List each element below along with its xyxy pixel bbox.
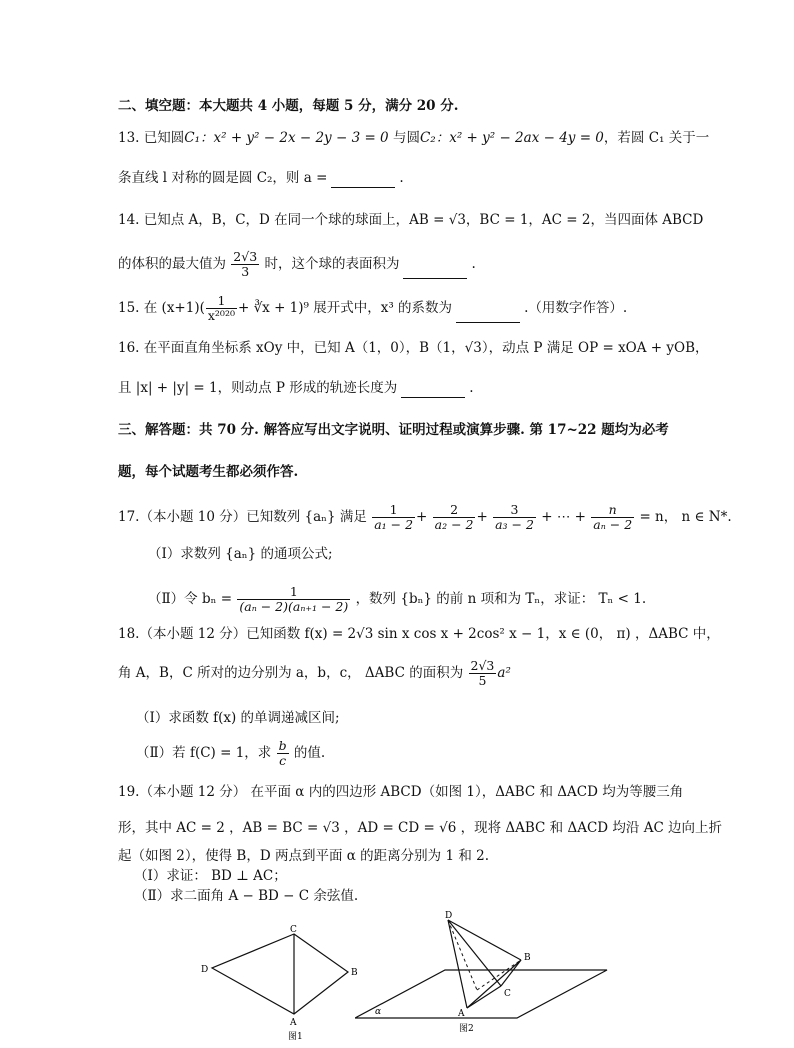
- fig1-caption: 图1: [288, 1032, 303, 1042]
- figure-2: [355, 908, 610, 1038]
- q18-area-num: 2√3: [470, 658, 495, 673]
- q14-line1: 14. 已知点 A，B，C，D 在同一个球的球面上，AB = √3，BC = 1，AC = 2，当四面体 ABCD: [118, 212, 704, 228]
- q14-answer-blank: [403, 264, 467, 279]
- q17-term-2-num: 2: [433, 503, 476, 518]
- q13-c1: C₁: [184, 130, 201, 146]
- section2-heading: 二、填空题：本大题共 4 小题，每题 5 分，满分 20 分.: [118, 98, 459, 114]
- fig2-plane-alpha: [355, 970, 607, 1018]
- q18-part2-a: （Ⅱ）若 f(C) = 1，求: [136, 745, 272, 761]
- q15-frac-num: 1: [206, 294, 237, 309]
- q17-part2-a: （Ⅱ）令 bₙ =: [148, 591, 233, 607]
- q13-c2: C₂: [419, 130, 436, 146]
- q17-part1: （Ⅰ）求数列 {aₙ} 的通项公式;: [148, 546, 333, 562]
- q13-text-a: 13. 已知圆: [118, 130, 185, 146]
- q17-term-1-num: 1: [372, 503, 415, 518]
- q13-answer-blank: [331, 173, 395, 188]
- q18-line1: 18.（本小题 12 分）已知函数 f(x) = 2√3 sin x cos x + 2cos² x − 1，x ∈ (0， π) ，ΔABC 中，: [118, 626, 720, 642]
- q18-area-fraction: [469, 659, 497, 688]
- q16-text-a: 且 |x| + |y| = 1，则动点 P 形成的轨迹长度为: [118, 380, 398, 396]
- q14-text-b: 时，这个球的表面积为: [264, 256, 400, 272]
- fig2-label-b: B: [524, 953, 531, 963]
- q15-fraction: [206, 294, 237, 323]
- q17-term-3: [493, 503, 536, 532]
- q17-term-1-den: a₁ − 2: [374, 517, 414, 532]
- q17-term-2-den: a₂ − 2: [434, 517, 474, 532]
- q18-text-a: 角 A，B，C 所对的边分别为 a，b，c， ΔABC 的面积为: [118, 665, 464, 681]
- fig2-label-a: A: [458, 1009, 465, 1019]
- q13-text-c: ，若圆 C₁ 关于一: [603, 130, 710, 146]
- q16-answer-blank: [401, 383, 465, 398]
- q16-text-end: .: [469, 380, 474, 396]
- q19-part1: （Ⅰ）求证： BD ⊥ AC；: [134, 868, 287, 884]
- fig2-dashed-d-foot: [448, 920, 477, 990]
- q15-answer-blank: [456, 308, 520, 323]
- fig2-edge-ab: [467, 960, 521, 1008]
- fig2-label-alpha: α: [375, 1007, 382, 1017]
- q19-line2: 形，其中 AC = 2 ，AB = BC = √3 ，AD = CD = √6 ，现将 ΔABC 和 ΔACD 均沿 AC 边向上折: [118, 820, 723, 836]
- q16-line1: 16. 在平面直角坐标系 xOy 中，已知 A（1，0），B（1，√3），动点 P 满足 OP = xOA + yOB，: [118, 340, 709, 356]
- q15-text-end: .（用数字作答）.: [524, 300, 628, 316]
- q18-part2: [136, 738, 325, 768]
- q17-term-3-num: 3: [493, 503, 536, 518]
- q13-eq1: ：x² + y² − 2x − 2y − 3 = 0: [200, 130, 389, 146]
- q14-fraction: [231, 250, 259, 279]
- q18-line2: [118, 658, 511, 688]
- q17-bn-fraction: [237, 585, 350, 614]
- fig2-edge-cb: [501, 960, 521, 986]
- q18-area-den: 5: [478, 673, 487, 688]
- q17-term-2: [433, 503, 476, 532]
- fig1-label-c: C: [290, 925, 297, 935]
- q13-line2: [118, 168, 404, 188]
- q15-text-a: 15. 在 (x+1)(: [118, 300, 205, 316]
- fig1-label-b: B: [351, 968, 358, 978]
- q14-line2: [118, 250, 476, 279]
- fig2-label-d: D: [445, 911, 453, 921]
- q18-bc-num: b: [278, 738, 287, 753]
- q18-bc-den: c: [279, 753, 287, 768]
- q18-part2-b: 的值.: [293, 745, 326, 761]
- q14-frac-num: 2√3: [233, 249, 258, 264]
- fig2-caption: 图2: [459, 1024, 474, 1034]
- fig2-edge-da: [448, 920, 467, 1008]
- q17-tail: = n， n ∈ N*.: [639, 509, 732, 525]
- q13-eq2: ：x² + y² − 2ax − 4y = 0: [435, 130, 604, 146]
- fig2-label-c: C: [504, 989, 511, 999]
- q13-line1: [118, 128, 709, 148]
- fig1-label-a: A: [290, 1018, 297, 1028]
- q17-statement: 17.（本小题 10 分）已知数列 {aₙ} 满足 $\frac{1}{\text{a₁ − 2}}$ + $\frac{2}{\text{a₂ − 2}}$ + $\frac{3}{\text{a₃ − 2}}$ + ⋯ + $\frac{n}{\text{aₙ − 2}}$ = n， n ∈ N*.: [118, 502, 732, 532]
- fig1-label-d: D: [201, 965, 209, 975]
- q18-part1: （Ⅰ）求函数 f(x) 的单调递减区间;: [136, 710, 340, 726]
- q17-term-1: [372, 503, 415, 532]
- section3-heading-line1: 三、解答题：共 70 分. 解答应写出文字说明、证明过程或演算步骤. 第 17~22 题均为必考: [118, 422, 669, 438]
- q19-line1: 19.（本小题 12 分） 在平面 α 内的四边形 ABCD（如图 1），ΔABC 和 ΔACD 均为等腰三角: [118, 784, 684, 800]
- q14-frac-den: 3: [241, 264, 250, 279]
- q17-term-3-den: a₃ − 2: [495, 517, 534, 532]
- q19-part2: （Ⅱ）求二面角 A − BD − C 余弦值.: [134, 888, 359, 904]
- q15-line: [118, 294, 627, 323]
- fig2-edge-db: [448, 920, 521, 960]
- q14-text-end: .: [471, 256, 476, 272]
- fig1-quadrilateral: [212, 934, 348, 1014]
- q17-intro: 17.（本小题 10 分）已知数列 {aₙ} 满足: [118, 509, 367, 525]
- q17-bn-den: (aₙ − 2)(aₙ₊₁ − 2): [239, 599, 349, 614]
- q17-term-n-den: aₙ − 2: [593, 517, 633, 532]
- q17-term-n-num: n: [591, 503, 634, 518]
- section3-heading-line2: 题，每个试题考生都必须作答.: [118, 464, 299, 480]
- q15-text-b: + ∛x + 1)⁹ 展开式中，x³ 的系数为: [237, 300, 453, 316]
- q17-bn-num: 1: [237, 585, 350, 600]
- q13-text-d: 条直线 l 对称的圆是圆 C₂，则 a =: [118, 170, 328, 186]
- q17-term-n: [591, 503, 634, 532]
- q14-text-a: 的体积的最大值为: [118, 256, 226, 272]
- fig2-edge-dc: [448, 920, 501, 986]
- q16-line2: [118, 378, 474, 398]
- q13-text-end: .: [399, 170, 404, 186]
- q18-bc-fraction: [277, 739, 289, 768]
- fig2-edge-ac: [467, 986, 501, 1008]
- figure-1: [196, 920, 366, 1044]
- q18-text-b: a²: [497, 665, 511, 681]
- q17-part2-b: ，数列 {bₙ} 的前 n 项和为 Tₙ，求证： Tₙ < 1.: [355, 591, 647, 607]
- q17-part2: [148, 584, 646, 614]
- q15-frac-den: x²⁰²⁰: [207, 308, 235, 323]
- q19-line3: 起（如图 2），使得 B，D 两点到平面 α 的距离分别为 1 和 2.: [118, 848, 489, 864]
- q17-dots: + ⋯ +: [541, 509, 586, 525]
- q13-text-b: 与圆: [388, 130, 420, 146]
